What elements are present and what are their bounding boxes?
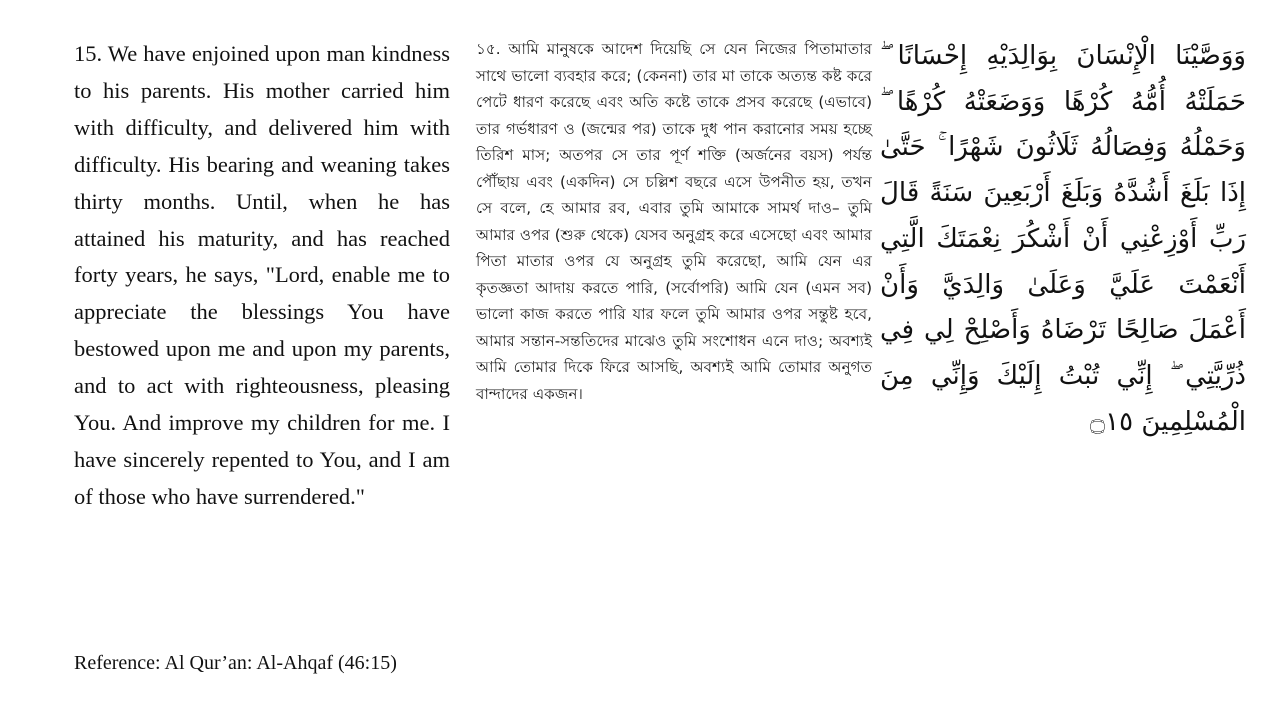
bengali-translation: ১৫. আমি মানুষকে আদেশ দিয়েছি সে যেন নিজের পিতামাতার সাথে ভালো ব্যবহার করে; (কেননা) তার মা তাকে অত্যন্ত কষ্ট করে পেটে ধারণ করেছে এবং অতি কষ্টে তাকে প্রসব করেছে (এভাবে) তার গর্ভধারণ ও (জন্মের পর) তাকে দুধ পান করানোর সময় হচ্ছে তিরিশ মাস; অতপর সে তার পূর্ণ শক্তি (অর্জনের বয়স) পর্যন্ত পৌঁছায় এবং (একদিন) সে চল্লিশ বছরে এসে উপনীত হয়, তখন সে বলে, হে আমার রব, এবার তুমি আমাকে সামর্থ দাও– তুমি আমার ওপর (শুরু থেকে) যেসব অনুগ্রহ করে এসেছো এবং আমার পিতা মাতার ওপর যে অনুগ্রহ তুমি করেছো, আমি যেন এর কৃতজ্ঞতা আদায় করতে পারি, (সর্বোপরি) আমি যেন (এমন সব) ভালো কাজ করতে পারি যার ফলে তুমি আমার ওপর সন্তুষ্ট হবে, আমার সন্তান-সন্ততিদের মাঝেও তুমি সংশোধন এনে দাও; অবশ্যই আমি তোমার দিকে ফিরে আসছি, অবশ্যই আমি তোমার অনুগত বান্দাদের একজন। [476, 40, 872, 403]
verse-reference: Reference: Al Qur’an: Al-Ahqaf (46:15) [74, 652, 397, 674]
english-translation: 15. We have enjoined upon man kindness to his parents. His mother carried him with difficulty, and delivered him with difficulty. His bearing and weaning takes thirty months. Until, when he has attained his maturity, and has reached forty years, he says, "Lord, enable me to appreciate the blessings You have bestowed upon me and upon my parents, and to act with righteousness, pleasing You. And improve my children for me. I have sincerely repented to You, and I am of those who have surrendered." [74, 41, 450, 509]
arabic-verse: وَوَصَّيْنَا الْإِنْسَانَ بِوَالِدَيْهِ إِحْسَانًا ۖ حَمَلَتْهُ أُمُّهُ كُرْهًا وَوَضَعَتْهُ كُرْهًا ۖ وَحَمْلُهُ وَفِصَالُهُ ثَلَاثُونَ شَهْرًا ۚ حَتَّىٰ إِذَا بَلَغَ أَشُدَّهُ وَبَلَغَ أَرْبَعِينَ سَنَةً قَالَ رَبِّ أَوْزِعْنِي أَنْ أَشْكُرَ نِعْمَتَكَ الَّتِي أَنْعَمْتَ عَلَيَّ وَعَلَىٰ وَالِدَيَّ وَأَنْ أَعْمَلَ صَالِحًا تَرْضَاهُ وَأَصْلِحْ لِي فِي ذُرِّيَّتِي ۖ إِنِّي تُبْتُ إِلَيْكَ وَإِنِّي مِنَ الْمُسْلِمِينَ ۝١٥ [880, 41, 1246, 437]
